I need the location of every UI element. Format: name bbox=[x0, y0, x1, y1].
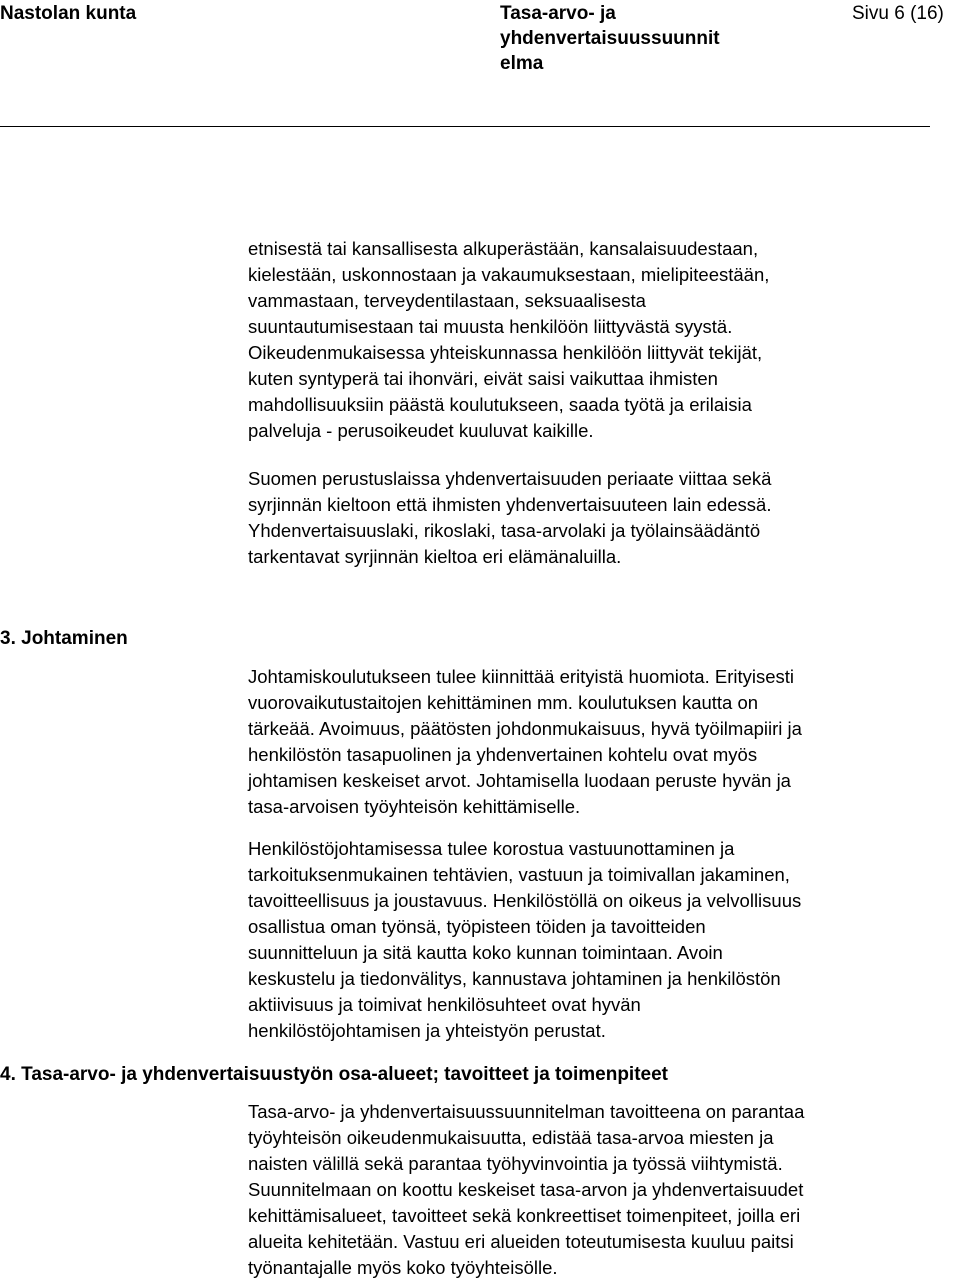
text-line: tärkeää. Avoimuus, päätösten johdonmukaisuus, hyvä työilmapiiri ja bbox=[248, 718, 802, 739]
header-divider bbox=[0, 126, 930, 127]
text-line: keskustelu ja tiedonvälitys, kannustava johtaminen ja henkilöstön bbox=[248, 968, 781, 989]
text-line: etnisestä tai kansallisesta alkuperästään, kansalaisuudestaan, bbox=[248, 238, 759, 259]
paragraph-plan-goals bbox=[248, 1099, 948, 1281]
paragraph-personnel-management bbox=[248, 836, 948, 1044]
text-line: syrjinnän kieltoon että ihmisten yhdenvertaisuuteen lain edessä. bbox=[248, 494, 772, 515]
page-number: Sivu 6 (16) bbox=[852, 3, 944, 24]
text-line: naisten välillä sekä parantaa työhyvinvointia ja työssä viihtymistä. bbox=[248, 1153, 783, 1174]
text-line: tasa-arvoisen työyhteisön kehittämiselle. bbox=[248, 796, 581, 817]
paragraph-discrimination bbox=[248, 236, 948, 444]
text-line: Tasa-arvo- ja yhdenvertaisuussuunnitelman tavoitteena on parantaa bbox=[248, 1101, 805, 1122]
text-line: kehittämisalueet, tavoitteet sekä konkreettiset toimenpiteet, joilla eri bbox=[248, 1205, 801, 1226]
section-heading-3: 3. Johtaminen bbox=[0, 628, 128, 649]
text-line: palveluja - perusoikeudet kuuluvat kaikille. bbox=[248, 420, 594, 441]
text-line: kuten syntyperä tai ihonväri, eivät saisi vaikuttaa ihmisten bbox=[248, 368, 718, 389]
document-title-line: yhdenvertaisuussuunnit bbox=[500, 28, 720, 49]
text-line: Suunnitelmaan on koottu keskeiset tasa-arvon ja yhdenvertaisuudet bbox=[248, 1179, 804, 1200]
page-header bbox=[0, 0, 960, 130]
text-line: tavoitteellisuus ja joustavuus. Henkilöstöllä on oikeus ja velvollisuus bbox=[248, 890, 802, 911]
text-line: vammastaan, terveydentilastaan, seksuaalisesta bbox=[248, 290, 646, 311]
text-line: aktiivisuus ja toimivat henkilösuhteet ovat hyvän bbox=[248, 994, 641, 1015]
document-title-line: Tasa-arvo- ja bbox=[500, 3, 616, 24]
text-line: suuntautumisestaan tai muusta henkilöön liittyvästä syystä. bbox=[248, 316, 733, 337]
text-line: työnantajalle myös koko työyhteisölle. bbox=[248, 1257, 558, 1278]
text-line: Oikeudenmukaisessa yhteiskunnassa henkilöön liittyvät tekijät, bbox=[248, 342, 763, 363]
section-heading-4: 4. Tasa-arvo- ja yhdenvertaisuustyön osa-alueet; tavoitteet ja toimenpiteet bbox=[0, 1064, 668, 1085]
text-line: tarkoituksenmukainen tehtävien, vastuun ja toimivallan jakaminen, bbox=[248, 864, 790, 885]
text-line: kielestään, uskonnostaan ja vakaumuksestaan, mielipiteestään, bbox=[248, 264, 770, 285]
text-line: suunnitteluun ja sitä kautta koko kunnan toimintaan. Avoin bbox=[248, 942, 723, 963]
text-line: vuorovaikutustaitojen kehittäminen mm. koulutuksen kautta on bbox=[248, 692, 759, 713]
text-line: alueita kehitetään. Vastuu eri alueiden toteutumisesta kuuluu paitsi bbox=[248, 1231, 794, 1252]
document-title-line: elma bbox=[500, 53, 544, 74]
text-line: Henkilöstöjohtamisessa tulee korostua vastuunottaminen ja bbox=[248, 838, 735, 859]
text-line: Yhdenvertaisuuslaki, rikoslaki, tasa-arvolaki ja työlainsäädäntö bbox=[248, 520, 761, 541]
text-line: työyhteisön oikeudenmukaisuutta, edistää tasa-arvoa miesten ja bbox=[248, 1127, 774, 1148]
paragraph-leadership-training bbox=[248, 664, 948, 820]
document-title bbox=[500, 1, 720, 76]
text-line: mahdollisuuksiin päästä koulutukseen, saada työtä ja erilaisia bbox=[248, 394, 752, 415]
organization-name: Nastolan kunta bbox=[0, 3, 137, 24]
text-line: johtamisen keskeiset arvot. Johtamisella luodaan peruste hyvän ja bbox=[248, 770, 791, 791]
text-line: henkilöstön tasapuolinen ja yhdenvertainen kohtelu ovat myös bbox=[248, 744, 758, 765]
text-line: henkilöstöjohtamisen ja yhteistyön perustat. bbox=[248, 1020, 606, 1041]
text-line: tarkentavat syrjinnän kieltoa eri elämänaluilla. bbox=[248, 546, 622, 567]
paragraph-constitution bbox=[248, 466, 948, 570]
text-line: Suomen perustuslaissa yhdenvertaisuuden periaate viittaa sekä bbox=[248, 468, 772, 489]
text-line: Johtamiskoulutukseen tulee kiinnittää erityistä huomiota. Erityisesti bbox=[248, 666, 795, 687]
text-line: osallistua oman työnsä, työpisteen töiden ja tavoitteiden bbox=[248, 916, 706, 937]
